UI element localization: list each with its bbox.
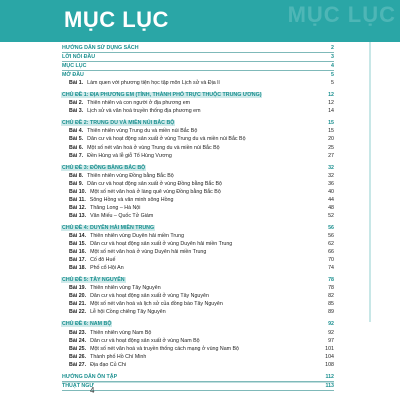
toc-lesson-page: 89 bbox=[328, 309, 334, 316]
lesson-number: Bài 7. bbox=[69, 152, 84, 159]
toc-section[interactable] bbox=[62, 62, 334, 71]
toc-chapter[interactable] bbox=[62, 224, 334, 232]
toc-section-label: HƯỚNG DẪN ÔN TẬP bbox=[62, 373, 118, 380]
toc-lesson-label bbox=[69, 99, 190, 107]
lesson-title: Thành phố Hồ Chí Minh bbox=[90, 353, 147, 360]
toc-lesson[interactable] bbox=[62, 345, 334, 353]
toc-lesson-page: 78 bbox=[328, 285, 334, 292]
lesson-title: Thiên nhiên vùng Trung du và miền núi Bắc Bộ bbox=[87, 128, 198, 135]
lesson-number: Bài 5. bbox=[69, 136, 84, 143]
margin-bar bbox=[369, 42, 371, 322]
toc-lesson[interactable] bbox=[62, 204, 334, 212]
lesson-title: Một số nét văn hoá ở làng quê vùng Đồng bằng Bắc Bộ bbox=[90, 188, 221, 195]
toc-lesson[interactable] bbox=[62, 337, 334, 345]
toc-lesson-page: 104 bbox=[325, 353, 334, 360]
toc-section[interactable] bbox=[62, 53, 334, 62]
toc-chapter-page: 12 bbox=[328, 92, 334, 99]
lesson-number: Bài 27. bbox=[69, 361, 87, 368]
lesson-title: Thiên nhiên vùng Nam Bộ bbox=[90, 329, 152, 336]
toc-lesson[interactable] bbox=[62, 144, 334, 152]
toc-section-page: 4 bbox=[331, 63, 334, 70]
lesson-number: Bài 21. bbox=[69, 301, 87, 308]
footer-rule bbox=[62, 382, 334, 383]
toc-section-page: 2 bbox=[331, 45, 334, 51]
toc-lesson-page: 12 bbox=[328, 100, 334, 107]
toc-lesson-label bbox=[69, 232, 184, 240]
lesson-title: Một số nét văn hoá và truyền thống cách mạng ở vùng Nam Bộ bbox=[90, 345, 240, 352]
toc-lesson-page: 5 bbox=[331, 80, 334, 87]
lesson-number: Bài 15. bbox=[69, 241, 87, 248]
toc-chapter-page: 56 bbox=[328, 224, 334, 231]
lesson-number: Bài 3. bbox=[69, 108, 84, 115]
lesson-number: Bài 2. bbox=[69, 100, 84, 107]
toc-lesson-page: 32 bbox=[328, 172, 334, 179]
lesson-title: Dân cư và hoạt động sản xuất ở vùng Duyên hải miền Trung bbox=[90, 241, 233, 248]
toc-lesson-label bbox=[69, 172, 174, 180]
toc-lesson-label bbox=[69, 337, 200, 345]
toc-section[interactable] bbox=[62, 373, 334, 382]
toc-lesson-page: 36 bbox=[328, 180, 334, 187]
lesson-number: Bài 14. bbox=[69, 232, 87, 239]
toc-lesson-page: 20 bbox=[328, 136, 334, 143]
lesson-title: Sông Hồng và văn minh sông Hồng bbox=[89, 196, 174, 203]
lesson-number: Bài 4. bbox=[69, 128, 84, 135]
toc-lesson-label bbox=[69, 196, 173, 204]
toc-section-label: MỤC LỤC bbox=[62, 63, 87, 70]
toc-lesson[interactable] bbox=[62, 300, 334, 308]
lesson-number: Bài 18. bbox=[69, 265, 87, 272]
toc-lesson[interactable] bbox=[62, 248, 334, 256]
toc-section-label: LỜI NÓI ĐẦU bbox=[62, 54, 96, 61]
lesson-number: Bài 25. bbox=[69, 345, 87, 352]
toc-lesson-page: 27 bbox=[328, 152, 334, 159]
lesson-number: Bài 13. bbox=[69, 212, 87, 219]
toc-lesson-page: 40 bbox=[328, 188, 334, 195]
toc-lesson-label bbox=[69, 300, 223, 308]
toc-lesson-page: 92 bbox=[328, 329, 334, 336]
lesson-number: Bài 12. bbox=[69, 204, 87, 211]
lesson-number: Bài 10. bbox=[69, 188, 87, 195]
toc-lesson[interactable] bbox=[62, 212, 334, 220]
toc-lesson-label bbox=[69, 212, 153, 220]
toc-lesson-page: 52 bbox=[328, 212, 334, 219]
toc-lesson-page: 25 bbox=[328, 144, 334, 151]
toc-lesson-label bbox=[69, 135, 246, 143]
toc-lesson[interactable] bbox=[62, 361, 334, 369]
lesson-title: Đền Hùng và lễ giỗ Tổ Hùng Vương bbox=[87, 152, 172, 159]
lesson-title: Một số nét văn hoá ở vùng Trung du và miền núi Bắc Bộ bbox=[87, 144, 220, 151]
lesson-number: Bài 19. bbox=[69, 285, 87, 292]
toc-lesson[interactable] bbox=[62, 152, 334, 160]
lesson-number: Bài 17. bbox=[69, 257, 87, 264]
toc-section-page: 5 bbox=[331, 72, 334, 79]
lesson-title: Dân cư và hoạt động sản xuất ở vùng Nam Bộ bbox=[90, 337, 200, 344]
toc-section-page: 112 bbox=[325, 373, 334, 380]
toc-chapter-label: CHỦ ĐỀ 6: NAM BỘ bbox=[62, 321, 112, 328]
toc-lesson-page: 62 bbox=[328, 241, 334, 248]
toc-chapter-page: 92 bbox=[328, 321, 334, 328]
toc-lesson-label bbox=[69, 79, 220, 87]
lesson-title: Dân cư và hoạt động sản xuất ở vùng Đồng bằng Bắc Bộ bbox=[87, 180, 222, 187]
lesson-number: Bài 22. bbox=[69, 309, 87, 316]
toc-lesson-label bbox=[69, 329, 151, 337]
lesson-title: Văn Miếu – Quốc Tử Giám bbox=[90, 212, 154, 219]
lesson-title: Dân cư và hoạt động sản xuất ở vùng Tây Nguyên bbox=[90, 293, 209, 300]
toc-chapter-label: CHỦ ĐỀ 5: TÂY NGUYÊN bbox=[62, 277, 125, 284]
lesson-number: Bài 16. bbox=[69, 249, 87, 256]
lesson-title: Thiên nhiên vùng Tây Nguyên bbox=[90, 285, 161, 292]
lesson-number: Bài 8. bbox=[69, 172, 84, 179]
toc-chapter-label: CHỦ ĐỀ 4: DUYÊN HẢI MIỀN TRUNG bbox=[62, 224, 155, 231]
lesson-number: Bài 9. bbox=[69, 180, 84, 187]
lesson-title: Lịch sử và văn hoá truyền thống địa phương em bbox=[87, 108, 201, 115]
lesson-title: Lễ hội Cồng chiêng Tây Nguyên bbox=[90, 309, 166, 316]
toc-lesson-page: 82 bbox=[328, 293, 334, 300]
toc-lesson-label bbox=[69, 292, 209, 300]
lesson-title: Thiên nhiên vùng Duyên hải miền Trung bbox=[90, 232, 185, 239]
toc-lesson-page: 101 bbox=[325, 345, 334, 352]
toc-lesson[interactable] bbox=[62, 353, 334, 361]
lesson-number: Bài 26. bbox=[69, 353, 87, 360]
toc-lesson-label bbox=[69, 256, 115, 264]
lesson-number: Bài 11. bbox=[69, 196, 86, 203]
lesson-number: Bài 6. bbox=[69, 144, 84, 151]
toc-lesson-label bbox=[69, 127, 197, 135]
toc-lesson[interactable] bbox=[62, 172, 334, 180]
toc-lesson[interactable] bbox=[62, 188, 334, 196]
toc-lesson[interactable] bbox=[62, 196, 334, 204]
table-of-contents bbox=[62, 44, 334, 391]
toc-chapter-page: 15 bbox=[328, 120, 334, 127]
toc-lesson[interactable] bbox=[62, 308, 334, 316]
toc-lesson-page: 74 bbox=[328, 265, 334, 272]
toc-chapter[interactable] bbox=[62, 164, 334, 172]
toc-section[interactable] bbox=[62, 382, 334, 391]
toc-lesson[interactable] bbox=[62, 329, 334, 337]
page-number: 4 bbox=[90, 386, 95, 395]
lesson-number: Bài 1. bbox=[69, 80, 84, 87]
toc-chapter[interactable] bbox=[62, 119, 334, 127]
lesson-title: Dân cư và hoạt động sản xuất ở vùng Trung du và miền núi Bắc Bộ bbox=[87, 136, 246, 143]
page-title: MỤC LỤC bbox=[64, 7, 169, 32]
lesson-number: Bài 20. bbox=[69, 293, 87, 300]
toc-lesson-label bbox=[69, 107, 200, 115]
toc-lesson[interactable] bbox=[62, 284, 334, 292]
toc-lesson[interactable] bbox=[62, 127, 334, 135]
toc-chapter-label: CHỦ ĐỀ 3: ĐỒNG BẰNG BẮC BỘ bbox=[62, 164, 146, 171]
toc-lesson[interactable] bbox=[62, 292, 334, 300]
toc-lesson-page: 97 bbox=[328, 337, 334, 344]
toc-lesson[interactable] bbox=[62, 264, 334, 272]
toc-chapter[interactable] bbox=[62, 276, 334, 284]
toc-lesson-page: 48 bbox=[328, 204, 334, 211]
toc-lesson[interactable] bbox=[62, 99, 334, 107]
toc-lesson-label bbox=[69, 353, 146, 361]
lesson-title: Thiên nhiên và con người ở địa phương em bbox=[87, 100, 191, 107]
toc-lesson-label bbox=[69, 264, 124, 272]
toc-chapter-page: 32 bbox=[328, 164, 334, 171]
toc-section-label: HƯỚNG DẪN SỬ DỤNG SÁCH bbox=[62, 45, 139, 51]
lesson-title: Thăng Long – Hà Nội bbox=[90, 204, 141, 211]
toc-section-page: 113 bbox=[325, 382, 334, 389]
banner-ghost-text: MỤC LỤC bbox=[287, 2, 396, 27]
toc-lesson[interactable] bbox=[62, 256, 334, 264]
toc-lesson-page: 70 bbox=[328, 257, 334, 264]
toc-section[interactable] bbox=[62, 71, 334, 79]
toc-lesson-page: 66 bbox=[328, 249, 334, 256]
toc-lesson[interactable] bbox=[62, 79, 334, 87]
toc-lesson-label bbox=[69, 152, 172, 160]
toc-lesson-label bbox=[69, 240, 232, 248]
toc-section-label: MỞ ĐẦU bbox=[62, 72, 84, 79]
toc-lesson-page: 14 bbox=[328, 108, 334, 115]
toc-lesson-label bbox=[69, 284, 161, 292]
toc-lesson-label bbox=[69, 361, 126, 369]
toc-lesson-label bbox=[69, 180, 222, 188]
toc-lesson[interactable] bbox=[62, 180, 334, 188]
toc-lesson[interactable] bbox=[62, 107, 334, 115]
toc-chapter-page: 78 bbox=[328, 277, 334, 284]
toc-lesson[interactable] bbox=[62, 135, 334, 143]
toc-lesson-label bbox=[69, 308, 166, 316]
header-banner bbox=[0, 0, 400, 42]
lesson-title: Địa đạo Củ Chi bbox=[90, 361, 126, 368]
lesson-title: Phố cổ Hội An bbox=[90, 265, 124, 272]
lesson-title: Cố đô Huế bbox=[90, 257, 116, 264]
lesson-title: Một số nét văn hoá ở vùng Duyên hải miền Trung bbox=[90, 249, 207, 256]
toc-chapter[interactable] bbox=[62, 91, 334, 99]
toc-lesson-page: 108 bbox=[325, 361, 334, 368]
lesson-number: Bài 24. bbox=[69, 337, 87, 344]
lesson-title: Thiên nhiên vùng Đồng bằng Bắc Bộ bbox=[87, 172, 174, 179]
toc-lesson-label bbox=[69, 204, 140, 212]
toc-lesson-label bbox=[69, 144, 220, 152]
toc-lesson-page: 15 bbox=[328, 128, 334, 135]
toc-lesson[interactable] bbox=[62, 240, 334, 248]
toc-lesson-page: 85 bbox=[328, 301, 334, 308]
lesson-number: Bài 23. bbox=[69, 329, 87, 336]
toc-lesson-label bbox=[69, 188, 221, 196]
lesson-title: Làm quen với phương tiện học tập môn Lịch sử và Địa lí bbox=[87, 80, 220, 87]
toc-lesson-page: 56 bbox=[328, 232, 334, 239]
lesson-title: Một số nét văn hoá và lịch sử của đồng bào Tây Nguyên bbox=[90, 301, 223, 308]
toc-section[interactable] bbox=[62, 44, 334, 53]
toc-lesson-label bbox=[69, 248, 206, 256]
toc-section-page: 3 bbox=[331, 54, 334, 61]
toc-lesson-label bbox=[69, 345, 239, 353]
toc-lesson[interactable] bbox=[62, 232, 334, 240]
toc-chapter[interactable] bbox=[62, 320, 334, 328]
toc-chapter-label: CHỦ ĐỀ 1: ĐỊA PHƯƠNG EM (TỈNH, THÀNH PHỐ TRỰC THUỘC TRUNG ƯƠNG) bbox=[62, 92, 262, 99]
toc-lesson-page: 44 bbox=[328, 196, 334, 203]
toc-chapter-label: CHỦ ĐỀ 2: TRUNG DU VÀ MIỀN NÚI BẮC BỘ bbox=[62, 120, 175, 127]
toc-section-label: THUẬT NGỮ bbox=[62, 382, 94, 389]
